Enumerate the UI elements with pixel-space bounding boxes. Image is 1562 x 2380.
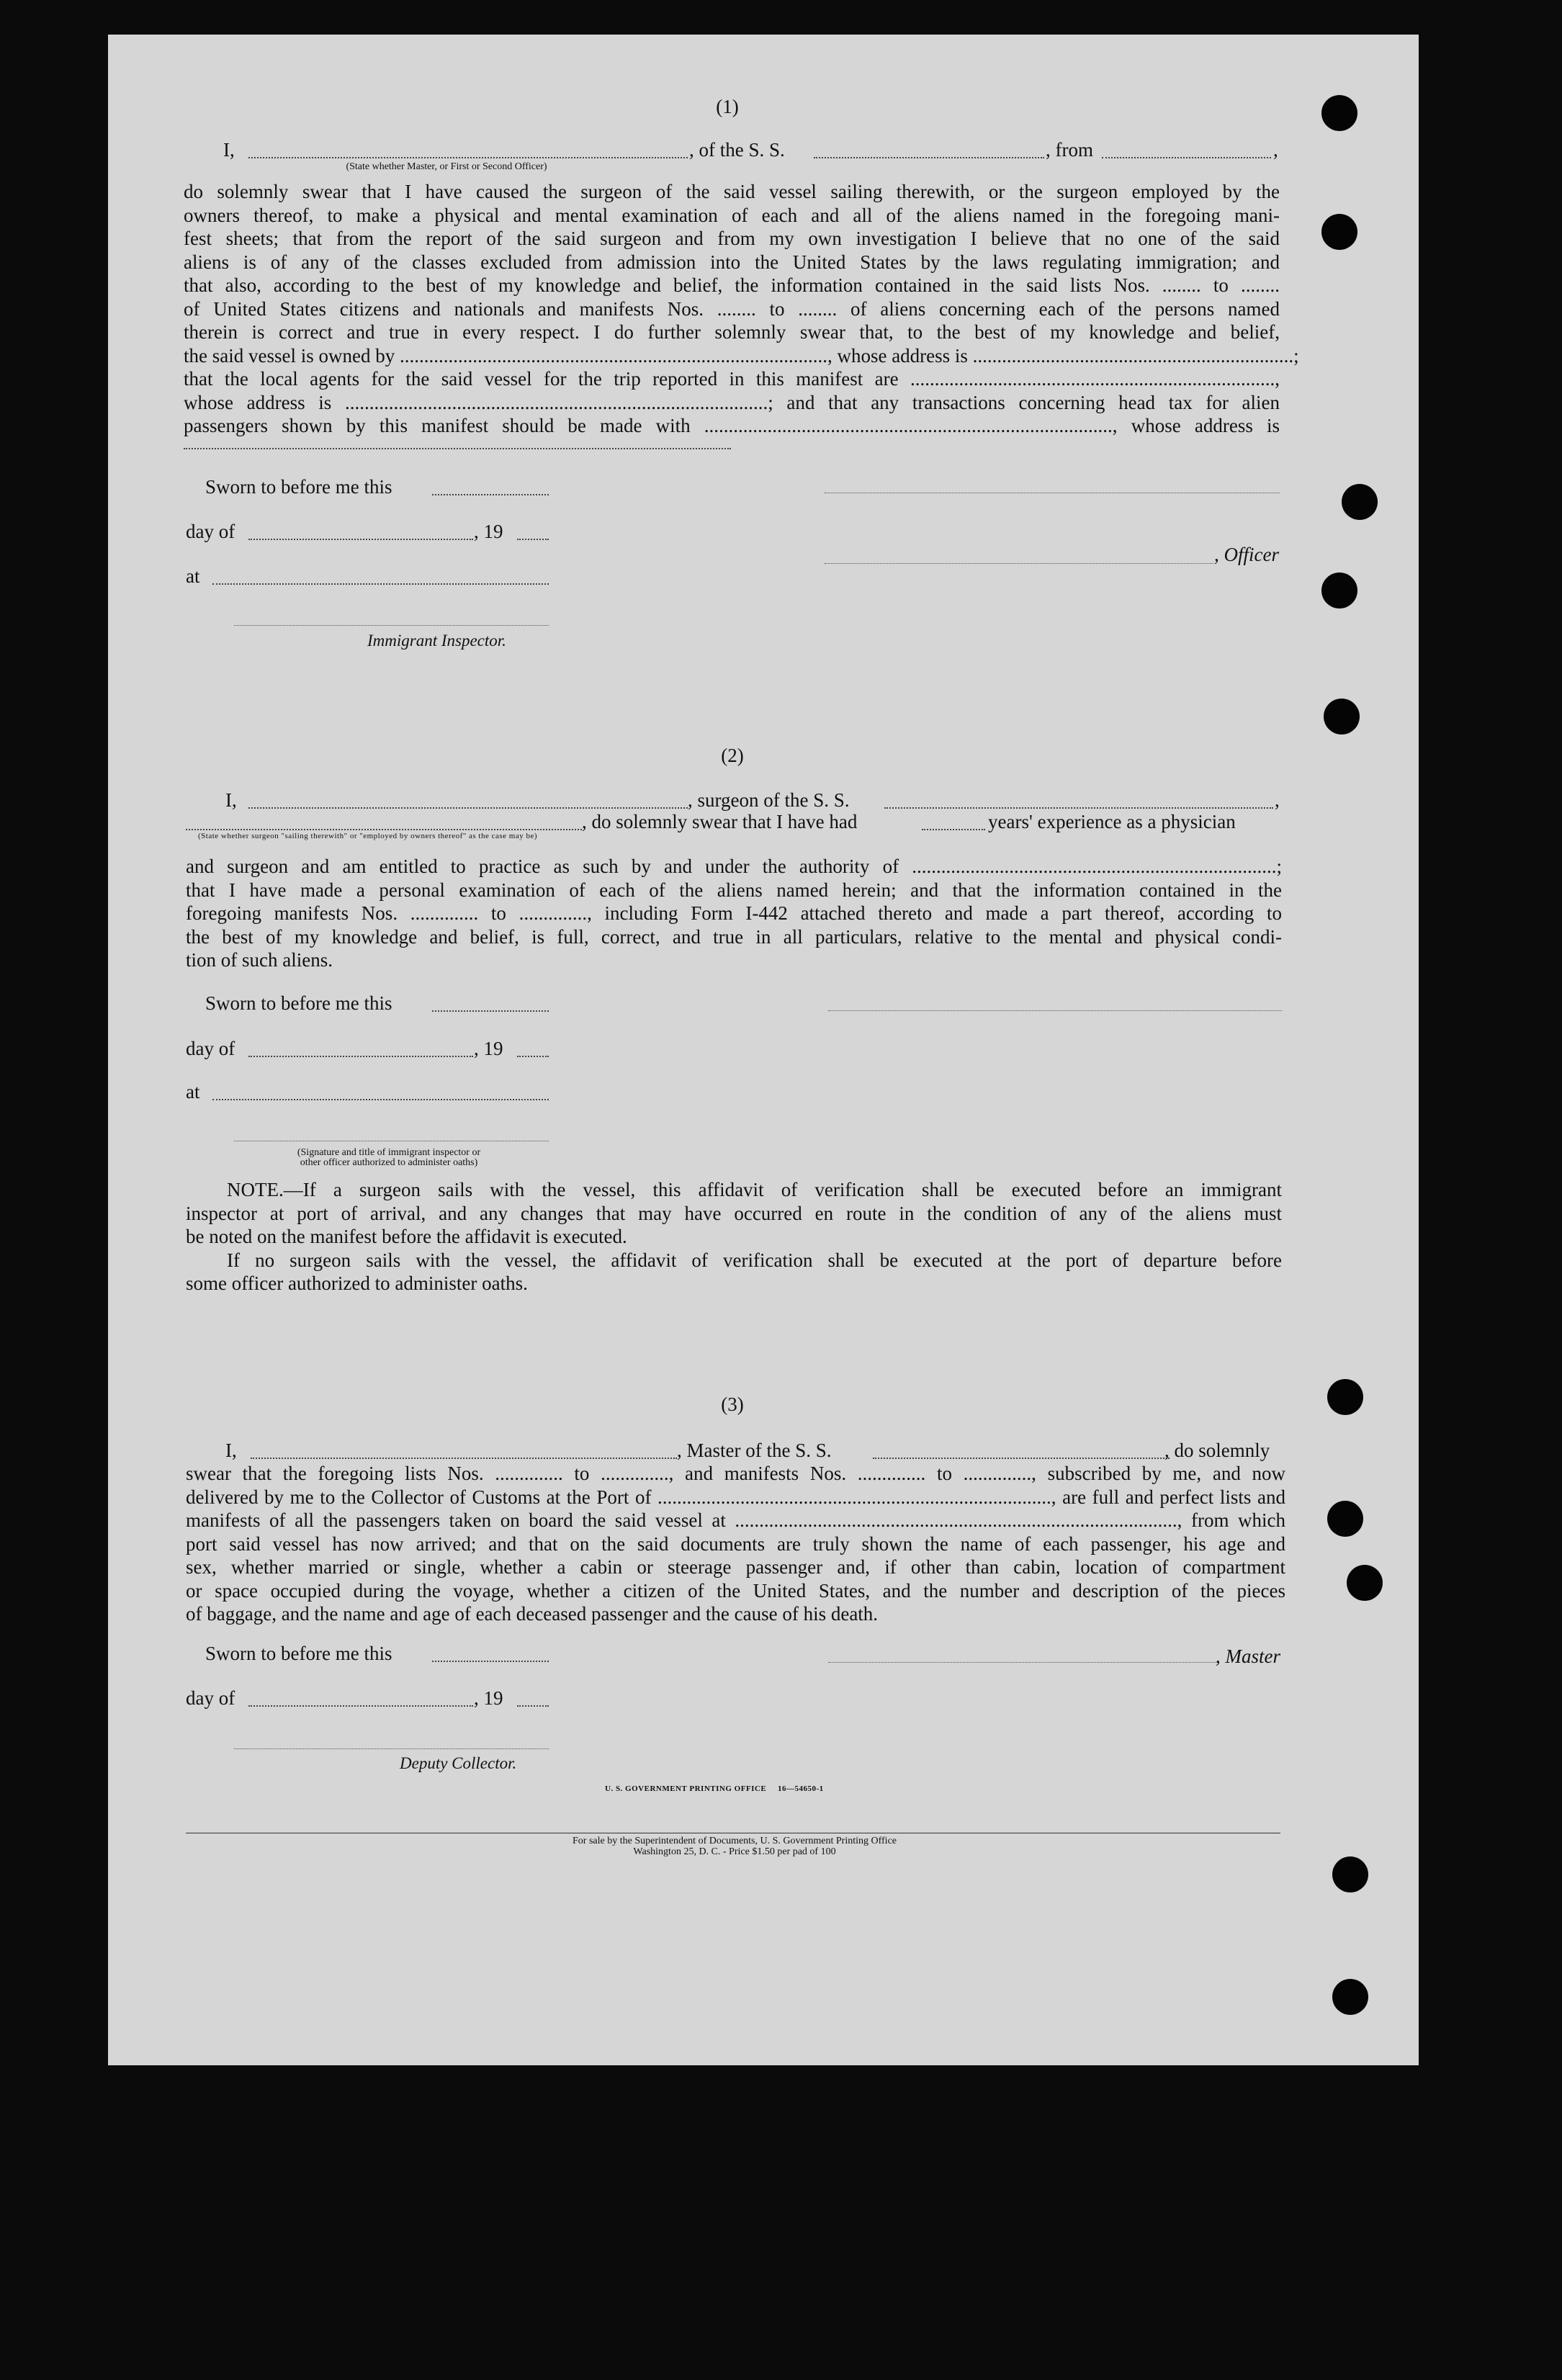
year-label: , 19	[474, 1687, 503, 1709]
oath-line: sex, whether married or single, whether a cabin or steerage passenger and, if other than cabin, location of compartment	[186, 1556, 1285, 1578]
year-label: , 19	[474, 521, 503, 542]
oath-line: the said vessel is owned by ........................................................................................, whose address is ..................................................................;	[184, 344, 1299, 367]
year-field[interactable]	[517, 539, 549, 540]
section-1-i: I,	[223, 139, 235, 161]
section-3-oath-text	[186, 1462, 1285, 1626]
punch-hole	[1332, 1856, 1368, 1892]
sale-notice: Washington 25, D. C. - Price $1.50 per pad of 100	[633, 1846, 836, 1857]
surgeon-status-field[interactable]	[186, 829, 582, 830]
sale-notice: For sale by the Superintendent of Documents, U. S. Government Printing Office	[573, 1836, 897, 1846]
note-line: some officer authorized to administer oaths.	[186, 1272, 528, 1294]
oath-line: foregoing manifests Nos. .............. to .............., including Form I-442 attached thereto and made a part thereof, according to	[186, 902, 1282, 924]
punch-hole	[1321, 572, 1357, 609]
note-line: NOTE.—If a surgeon sails with the vessel, this affidavit of verification shall be executed before an immigrant	[227, 1179, 1282, 1200]
note-line: inspector at port of arrival, and any changes that may have occurred en route in the condition of any of the aliens must	[186, 1202, 1282, 1224]
day-of-field[interactable]	[248, 1056, 473, 1057]
day-of-field[interactable]	[248, 1705, 473, 1707]
punch-hole	[1332, 1979, 1368, 2015]
oath-line: aliens is of any of the classes excluded from admission into the United States by the laws regulating immigration; and	[184, 251, 1280, 273]
sworn-label: Sworn to before me this	[205, 1643, 392, 1664]
oath-line: of United States citizens and nationals and manifests Nos. ........ to ........ of aliens concerning each of the persons named	[184, 297, 1280, 320]
punch-hole	[1342, 484, 1378, 520]
agent-address-field[interactable]	[184, 448, 731, 449]
master-name-field[interactable]	[251, 1458, 677, 1459]
section-2-comma: ,	[1275, 789, 1280, 811]
master-label: , Master	[1216, 1645, 1280, 1667]
day-of-label: day of	[186, 521, 235, 542]
section-2-surgeon-of-ss: , surgeon of the S. S.	[688, 789, 850, 811]
master-signature-line[interactable]	[828, 1662, 1217, 1663]
inspector-signature-line[interactable]	[234, 625, 549, 626]
departure-port-field[interactable]	[1102, 157, 1271, 158]
section-1-comma: ,	[1273, 139, 1278, 161]
oath-line: therein is correct and true in every respect. I do further solemnly swear that, to the best of my knowledge and belief,	[184, 321, 1280, 343]
surgeon-caption: (State whether surgeon "sailing therewith" or "employed by owners thereof" as the case may be)	[198, 832, 538, 840]
printing-office: U. S. GOVERNMENT PRINTING OFFICE	[605, 1784, 767, 1793]
section-1-from: , from	[1046, 139, 1093, 161]
note-line: If no surgeon sails with the vessel, the affidavit of verification shall be executed at the port of departure before	[227, 1249, 1282, 1271]
year-label: , 19	[474, 1038, 503, 1059]
surgeon-signature-line[interactable]	[828, 1010, 1282, 1011]
form-number: 16—54650-1	[778, 1784, 824, 1793]
note-line: be noted on the manifest before the affidavit is executed.	[186, 1226, 627, 1247]
sworn-date-field[interactable]	[432, 494, 549, 495]
oath-line: or space occupied during the voyage, whether a citizen of the United States, and the number and description of the pieces	[186, 1579, 1285, 1602]
oath-line: and surgeon and am entitled to practice as such by and under the authority of ...........................................................................;	[186, 856, 1282, 877]
section-1-number: (1)	[716, 96, 739, 117]
at-label: at	[186, 565, 200, 587]
punch-hole	[1327, 1379, 1363, 1415]
officer-label: , Officer	[1214, 544, 1279, 565]
punch-hole	[1327, 1501, 1363, 1537]
section-3-number: (3)	[721, 1393, 744, 1415]
sworn-date-field[interactable]	[432, 1010, 549, 1012]
oath-line: delivered by me to the Collector of Customs at the Port of ................................................................................., are full and perfect lists and	[186, 1486, 1285, 1508]
at-label: at	[186, 1081, 200, 1103]
punch-hole	[1347, 1565, 1383, 1601]
section-1-oath-text	[184, 180, 1299, 438]
oath-line: of baggage, and the name and age of each deceased passenger and the cause of his death.	[186, 1603, 879, 1625]
oath-line: passengers shown by this manifest should be made with ...................................................................................., whose address is	[184, 415, 1280, 436]
oath-line: that the local agents for the said vessel for the trip reported in this manifest are ...........................................................................,	[184, 368, 1280, 390]
surgeon-name-field[interactable]	[248, 807, 688, 809]
section-2-oath-text	[186, 855, 1282, 972]
master-vessel-field[interactable]	[873, 1458, 1170, 1459]
section-1-of-ss: , of the S. S.	[689, 139, 785, 161]
signature-caption: (Signature and title of immigrant inspector or	[297, 1147, 481, 1158]
oath-line: fest sheets; that from the report of the said surgeon and from my own investigation I believe that no one of the said	[184, 228, 1280, 249]
punch-hole	[1324, 699, 1360, 735]
oath-line: do solemnly swear that I have caused the surgeon of the said vessel sailing therewith, or the surgeon employed by the	[184, 181, 1280, 202]
section-2-number: (2)	[721, 745, 744, 766]
year-field[interactable]	[517, 1056, 549, 1057]
punch-hole	[1321, 214, 1357, 250]
officer-caption: (State whether Master, or First or Second Officer)	[346, 161, 547, 172]
day-of-label: day of	[186, 1687, 235, 1709]
at-place-field[interactable]	[212, 1099, 549, 1100]
oath-line: owners thereof, to make a physical and mental examination of each and all of the aliens named in the foregoing mani-	[184, 204, 1280, 226]
vessel-name-field[interactable]	[814, 157, 1044, 158]
collector-signature-line[interactable]	[234, 1748, 549, 1749]
section-2-swear: , do solemnly swear that I have had	[582, 811, 858, 832]
section-2-years: years' experience as a physician	[988, 811, 1236, 832]
years-experience-field[interactable]	[922, 829, 985, 830]
sworn-label: Sworn to before me this	[205, 992, 392, 1014]
sworn-label: Sworn to before me this	[205, 476, 392, 498]
section-2-i: I,	[225, 789, 237, 811]
note-text	[186, 1178, 1282, 1295]
inspector-label: Immigrant Inspector.	[367, 632, 506, 650]
day-of-field[interactable]	[248, 539, 473, 540]
section-3-i: I,	[225, 1440, 237, 1461]
section-3-do-solemnly: , do solemnly	[1164, 1440, 1270, 1461]
oath-line: that I have made a personal examination of each of the aliens named herein; and that the information contained in the	[186, 879, 1282, 901]
officer-title-field[interactable]	[248, 157, 688, 158]
section-3-master-of-ss: , Master of the S. S.	[677, 1440, 832, 1461]
oath-line: swear that the foregoing lists Nos. .............. to .............., and manifests Nos. .............. to .............., subscribed by me, and now	[186, 1463, 1285, 1484]
officer-name-line[interactable]	[825, 563, 1213, 564]
oath-line: port said vessel has now arrived; and that on the said documents are truly shown the name of each passenger, his age and	[186, 1532, 1285, 1555]
day-of-label: day of	[186, 1038, 235, 1059]
collector-label: Deputy Collector.	[400, 1754, 517, 1772]
oath-line: that also, according to the best of my knowledge and belief, the information contained in the said lists Nos. ........ to ........	[184, 274, 1280, 296]
oath-line: manifests of all the passengers taken on board the said vessel at ..........................................................................................., from which	[186, 1509, 1285, 1531]
oath-line: the best of my knowledge and belief, is full, correct, and true in all particulars, relative to the mental and physical condi-	[186, 925, 1282, 948]
oath-line: tion of such aliens.	[186, 949, 333, 971]
oath-line: whose address is .......................................................................................; and that any transactions concerning head tax for alien	[184, 391, 1280, 413]
year-field[interactable]	[517, 1705, 549, 1707]
at-place-field[interactable]	[212, 583, 549, 585]
signature-caption: other officer authorized to administer oaths)	[300, 1157, 478, 1168]
punch-hole	[1321, 95, 1357, 131]
surgeon-vessel-field[interactable]	[884, 807, 1273, 809]
sworn-date-field[interactable]	[432, 1661, 549, 1662]
